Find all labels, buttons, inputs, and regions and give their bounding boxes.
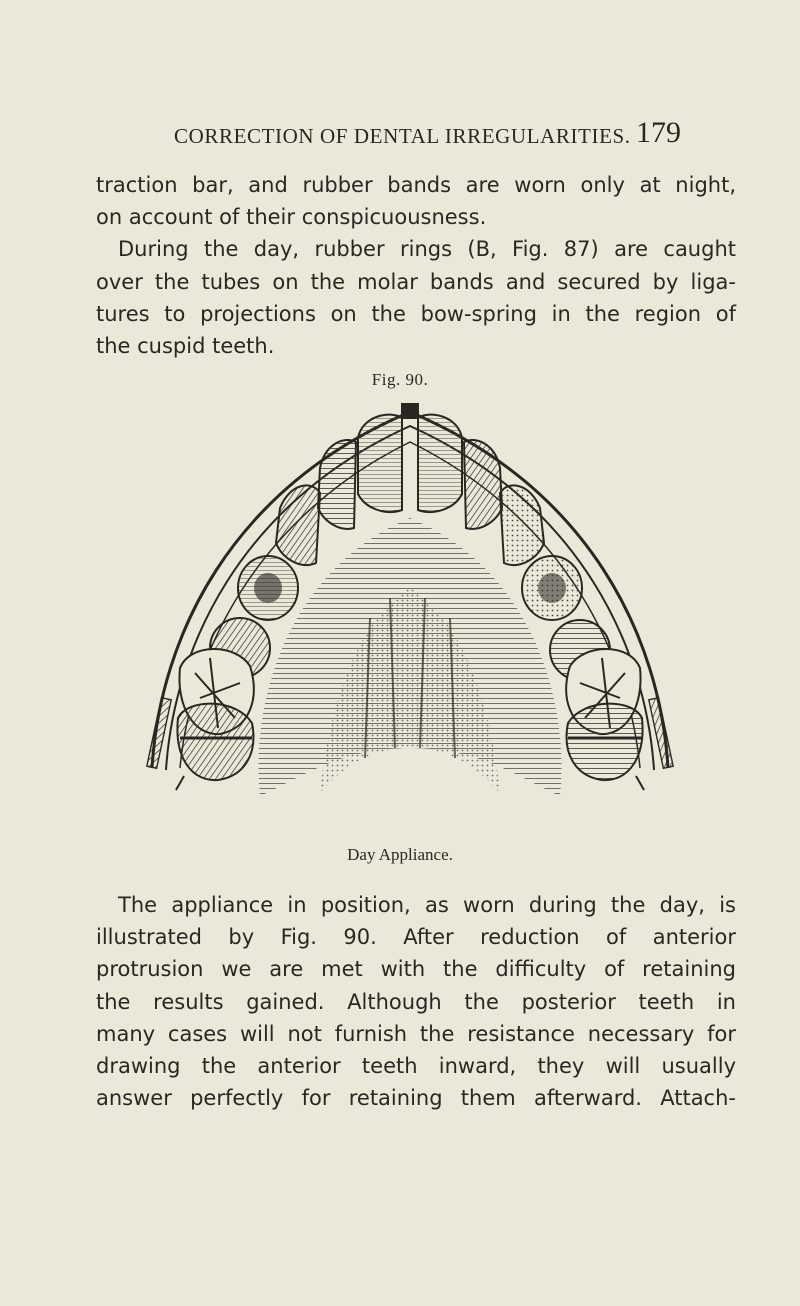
text-line: tures to projections on the bow-spring in the region of [96,301,736,326]
running-title: CORRECTION OF DENTAL IRREGULARITIES. [174,124,631,148]
text-line: over the tubes on the molar bands and secured by liga- [96,269,736,294]
text-line: many cases will not furnish the resistance necessary for [96,1021,736,1046]
text-line: illustrated by Fig. 90. After reduction of anterior [96,925,736,950]
text-line: drawing the anterior teeth inward, they will usually [96,1054,736,1079]
text-line: protrusion we are met with the difficulty of retaining [96,957,736,982]
dental-appliance-illustration [140,398,680,856]
text-line: During the day, rubber rings (B, Fig. 87) are caught [118,237,736,262]
page-number: 179 [636,116,681,149]
paragraph-1 [96,169,736,362]
figure-label: Fig. 90. [371,370,429,389]
running-head [174,114,734,154]
paragraph-2 [96,889,736,1114]
text-line: the cuspid teeth. [96,334,275,359]
text-line: the results gained. Although the posterior teeth in [96,989,736,1014]
text-line: The appliance in position, as worn during the day, is [118,893,736,917]
incisor-teeth [318,404,502,529]
text-line: answer perfectly for retaining them afterward. Attach- [96,1086,736,1111]
figure-caption: Day Appliance. [347,845,453,864]
text-line: on account of their conspicuousness. [96,205,487,230]
text-line: traction bar, and rubber bands are worn only at night, [96,173,736,197]
